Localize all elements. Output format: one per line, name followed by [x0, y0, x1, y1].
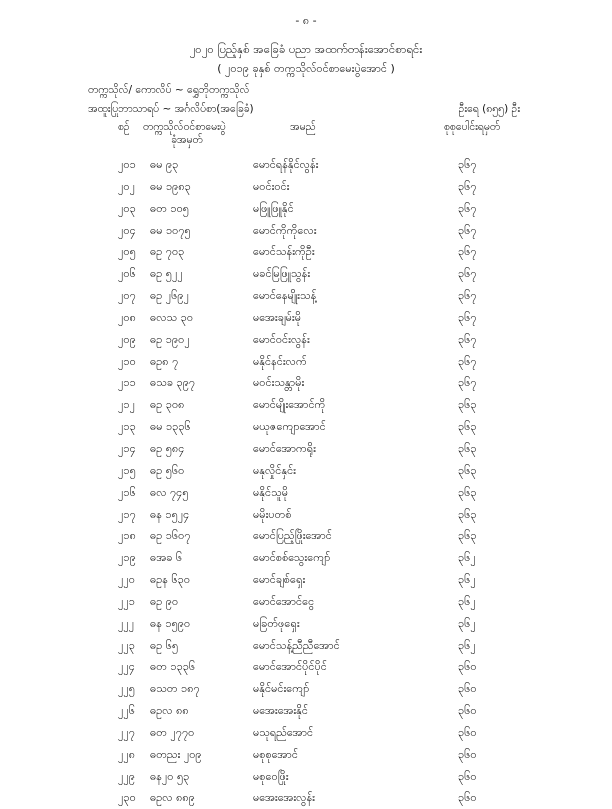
exam-id: ဓဥ ၂၆၉၂ [150, 289, 189, 303]
total-score: ၃၆၀ [458, 660, 477, 674]
header-name: အမည် [290, 121, 316, 133]
row-number: ၂၂၆ [118, 704, 135, 718]
table-row [0, 700, 612, 722]
student-name: မောင်သန်းကိုဦး [253, 245, 315, 259]
total-score: ၃၆၇ [458, 245, 477, 259]
total-score: ၃၆၇ [458, 354, 477, 368]
student-name: မသုရည်အောင် [253, 725, 314, 739]
total-score: ၃၆၀ [458, 704, 477, 718]
exam-id: ဓသခ ၃၉၇ [150, 376, 196, 390]
exam-id: ဓဥလ ၈၈၉ [150, 791, 195, 805]
document-subtitle: ( ၂၀၁၉ ခုနှစ် တက္ကသိုလ်ဝင်စာမေးပွဲအောင် ) [217, 62, 395, 75]
row-number: ၂၃၀ [118, 791, 136, 805]
total-score: ၃၆၂ [458, 616, 476, 630]
student-name: မနိုင်မင်းကျော် [253, 682, 310, 696]
table-row [0, 394, 612, 416]
student-name: မောင်ချစ်ရှေး [253, 573, 306, 587]
table-row [0, 241, 612, 263]
exam-id: ဓမ ၁၀၇၅ [150, 223, 191, 237]
row-number: ၂၂၁ [118, 594, 135, 608]
student-name: မောင်မျိုးအောင်ကို [253, 398, 326, 412]
student-name: မောင်သန့်ညီညီအောင် [253, 638, 340, 652]
total-score: ၃၆၇ [458, 158, 477, 171]
table-row [0, 416, 612, 438]
exam-id: ဓဥန ၆၃၀ [150, 573, 191, 587]
row-number: ၂၂၅ [118, 682, 135, 696]
row-number: ၂၁၁ [118, 376, 136, 390]
row-number: ၂၀၉ [118, 332, 136, 346]
student-name: မောင်ပြည့်ဖြိုးအောင် [253, 529, 332, 543]
total-score: ၃၆၂ [458, 573, 476, 587]
row-number: ၂၀၅ [118, 245, 136, 259]
row-number: ၂၁၉ [118, 551, 136, 565]
student-name: မဝင်းဝင်း [253, 179, 290, 193]
row-number: ၂၀၁ [118, 158, 136, 171]
row-number: ၂၁၂ [118, 398, 135, 412]
header-exam-id-line2: ခုံအမှတ် [171, 134, 203, 146]
student-name: မနုလှိုင်နှင်း [253, 463, 296, 477]
total-score: ၃၆၃ [458, 463, 477, 477]
total-score: ၃၆၀ [458, 791, 477, 805]
student-name: မခင်မြဖြူသွန်း [253, 267, 311, 281]
row-number: ၂၀၆ [118, 267, 136, 281]
student-name: မောင်ရန်နိုင်လွန်း [253, 158, 319, 171]
student-name: မအေးချမ်းမို [253, 310, 302, 324]
total-score: ၃၆၇ [458, 310, 477, 324]
table-row [0, 220, 612, 242]
table-row [0, 744, 612, 766]
exam-id: ဓဥ ၇၀၃ [150, 245, 185, 259]
row-number: ၂၁၇ [118, 507, 136, 521]
exam-id: ဓတ ၁၃၃၆ [150, 660, 196, 674]
row-number: ၂၁၃ [118, 420, 136, 434]
total-score: ၃၆၂ [458, 638, 476, 652]
row-number: ၂၂၂ [118, 616, 135, 630]
row-number: ၂၀၇ [118, 289, 136, 303]
total-score: ၃၆၃ [458, 398, 477, 412]
total-score: ၃၆၇ [458, 376, 477, 390]
student-name: မယုဇကျောအောင် [253, 420, 326, 434]
total-score: ၃၆၀ [458, 682, 477, 696]
total-score: ၃၆၀ [458, 769, 477, 783]
exam-id: ဓန ၁၅၂၄ [150, 507, 190, 521]
exam-id: ဓဥ ၉၀ [150, 594, 179, 608]
student-name: မအေးအေးနိုင် [253, 704, 308, 718]
student-name: မနိုင်သူမို [253, 485, 288, 499]
total-score: ၃၆၇ [458, 332, 477, 346]
total-score: ၃၆၂ [458, 594, 476, 608]
student-name: မောင်ဝင်းလွန်း [253, 332, 310, 346]
row-number: ၂၀၂ [118, 179, 135, 193]
total-score: ၃၆၃ [458, 485, 477, 499]
row-number: ၂၁၆ [118, 485, 136, 499]
student-name: မောင်အောင်ပိုင်ပိုင် [253, 660, 327, 674]
table-row [0, 569, 612, 591]
student-name: မစုဝေဖြိုး [253, 769, 289, 783]
student-name: မောင်အောင်ငွေ [253, 594, 315, 608]
student-name: မဝင်းသန္တာမိုး [253, 376, 305, 390]
header-score: စုစုပေါင်းရမှတ် [444, 121, 501, 133]
total-score: ၃၆၇ [458, 223, 477, 237]
total-score: ၃၆၃ [458, 441, 477, 455]
exam-id: ဓန၂၀ ၅၃ [150, 769, 190, 783]
table-row [0, 504, 612, 526]
exam-id: ဓမ ၉၃ [150, 158, 179, 171]
row-number: ၂၀၄ [118, 223, 136, 237]
total-score: ၃၆၃ [458, 507, 477, 521]
row-number: ၂၁၀ [118, 354, 136, 368]
student-name: မစုစုအောင် [253, 747, 298, 761]
row-number: ၂၂၈ [118, 747, 136, 761]
exam-id: ဓသတ ၁၈၇ [150, 682, 200, 696]
table-row [0, 198, 612, 220]
row-number: ၂၂၃ [118, 638, 135, 652]
exam-id: ဓတညး ၂၀၉ [150, 747, 202, 761]
table-row [0, 678, 612, 700]
table-row [0, 656, 612, 678]
row-number: ၂၁၄ [118, 441, 136, 455]
exam-id: ဓဥ ၃၀၈ [150, 398, 185, 412]
table-row [0, 787, 612, 809]
document-title: ၂၀၂၀ ပြည့်နှစ် အခြေခံ ပညာ အထက်တန်းအောင်စာရင်း [189, 42, 423, 56]
table-row [0, 438, 612, 460]
total-score: ၃၆၀ [458, 747, 477, 761]
total-score: ၃၆၃ [458, 420, 477, 434]
exam-id: ဓမ ၁၃၃၆ [150, 420, 191, 434]
table-row [0, 285, 612, 307]
student-name: မနိုင်နင်းလက် [253, 354, 307, 368]
exam-id: ဓဥ ၁၆၀၇ [150, 529, 191, 543]
header-exam-id [143, 121, 226, 147]
row-number: ၂၂၇ [118, 725, 135, 739]
table-row [0, 263, 612, 285]
total-score: ၃၆၇ [458, 289, 477, 303]
exam-id: ဓဥ ၅၈၄ [150, 441, 185, 455]
row-number: ၂၂၉ [118, 769, 135, 783]
total-score: ၃၆၀ [458, 725, 477, 739]
table-row [0, 722, 612, 744]
student-name: မောင်စစ်သွေးကျော် [253, 551, 331, 565]
row-number: ၂၁၈ [118, 529, 136, 543]
exam-id: ဓဥ ၅၂၂ [150, 267, 183, 281]
table-row [0, 766, 612, 788]
exam-id: ဓလသ ၃၀ [150, 310, 194, 324]
table-row [0, 635, 612, 657]
student-name: မောင်နေမျိုးသန့် [253, 289, 317, 303]
row-number: ၂၁၅ [118, 463, 136, 477]
table-row [0, 307, 612, 329]
row-number: ၂၀၈ [118, 310, 136, 324]
table-row [0, 482, 612, 504]
table-row [0, 547, 612, 569]
student-name: မမိုးပတစ် [253, 507, 292, 521]
row-number: ၂၂၀ [118, 573, 135, 587]
exam-id: ဓအခ ၆ [150, 551, 183, 565]
exam-id: ဓမ ၁၉၈၃ [150, 179, 191, 193]
exam-id: ဓန ၁၅၉၀ [150, 616, 191, 630]
total-score: ၃၆၃ [458, 529, 477, 543]
total-score: ၃၆၇ [458, 267, 477, 281]
total-score: ၃၆၇ [458, 201, 477, 215]
exam-id: ဓဥ ၅၆၀ [150, 463, 185, 477]
student-name: မဖြူဖြူနိုင် [253, 201, 294, 215]
results-table [0, 154, 612, 809]
quota-label: ဦးရေ (၈၅၅) ဦး [458, 103, 520, 115]
student-name: မခြတ်ဖုရှေး [253, 616, 300, 630]
table-row [0, 176, 612, 198]
page-number: - ၈ - [295, 14, 317, 27]
table-row [0, 460, 612, 482]
table-row [0, 613, 612, 635]
student-name: မောင်ကိုကိုလေး [253, 223, 317, 237]
total-score: ၃၆၇ [458, 179, 477, 193]
exam-id: ဓဥ ၆၅ [150, 638, 179, 652]
header-exam-id-line1: တက္ကသိုလ်ဝင်စာမေးပွဲ [143, 121, 226, 133]
table-row [0, 329, 612, 351]
total-score: ၃၆၂ [458, 551, 476, 565]
header-no: စဉ် [118, 121, 130, 133]
student-name: မအေးအေးလွန်း [253, 791, 315, 805]
student-name: မောင်အောကရိုး [253, 441, 316, 455]
table-row [0, 372, 612, 394]
row-number: ၂၂၄ [118, 660, 135, 674]
exam-id: ဓဥ ၁၉၀၂ [150, 332, 190, 346]
exam-id: ဓတ ၂၇၇၀ [150, 725, 195, 739]
exam-id: ဓဥ၈ ၇ [150, 354, 179, 368]
exam-id: ဓတ ၁၀၅ [150, 201, 189, 215]
university-label: တက္ကသိုလ်/ ကောလိပ် ~ ရွှေဘိုတက္ကသိုလ် [88, 84, 250, 96]
table-row [0, 351, 612, 373]
exam-id: ဓလ ၇၄၅ [150, 485, 189, 499]
program-label: အထူးပြုဘာသာရပ် ~ အင်္ဂလိပ်စာ(အခြေခံ) [88, 103, 254, 115]
table-row [0, 591, 612, 613]
exam-id: ဓဥလ ၈၈ [150, 704, 189, 718]
table-row [0, 525, 612, 547]
row-number: ၂၀၃ [118, 201, 136, 215]
table-row [0, 154, 612, 176]
